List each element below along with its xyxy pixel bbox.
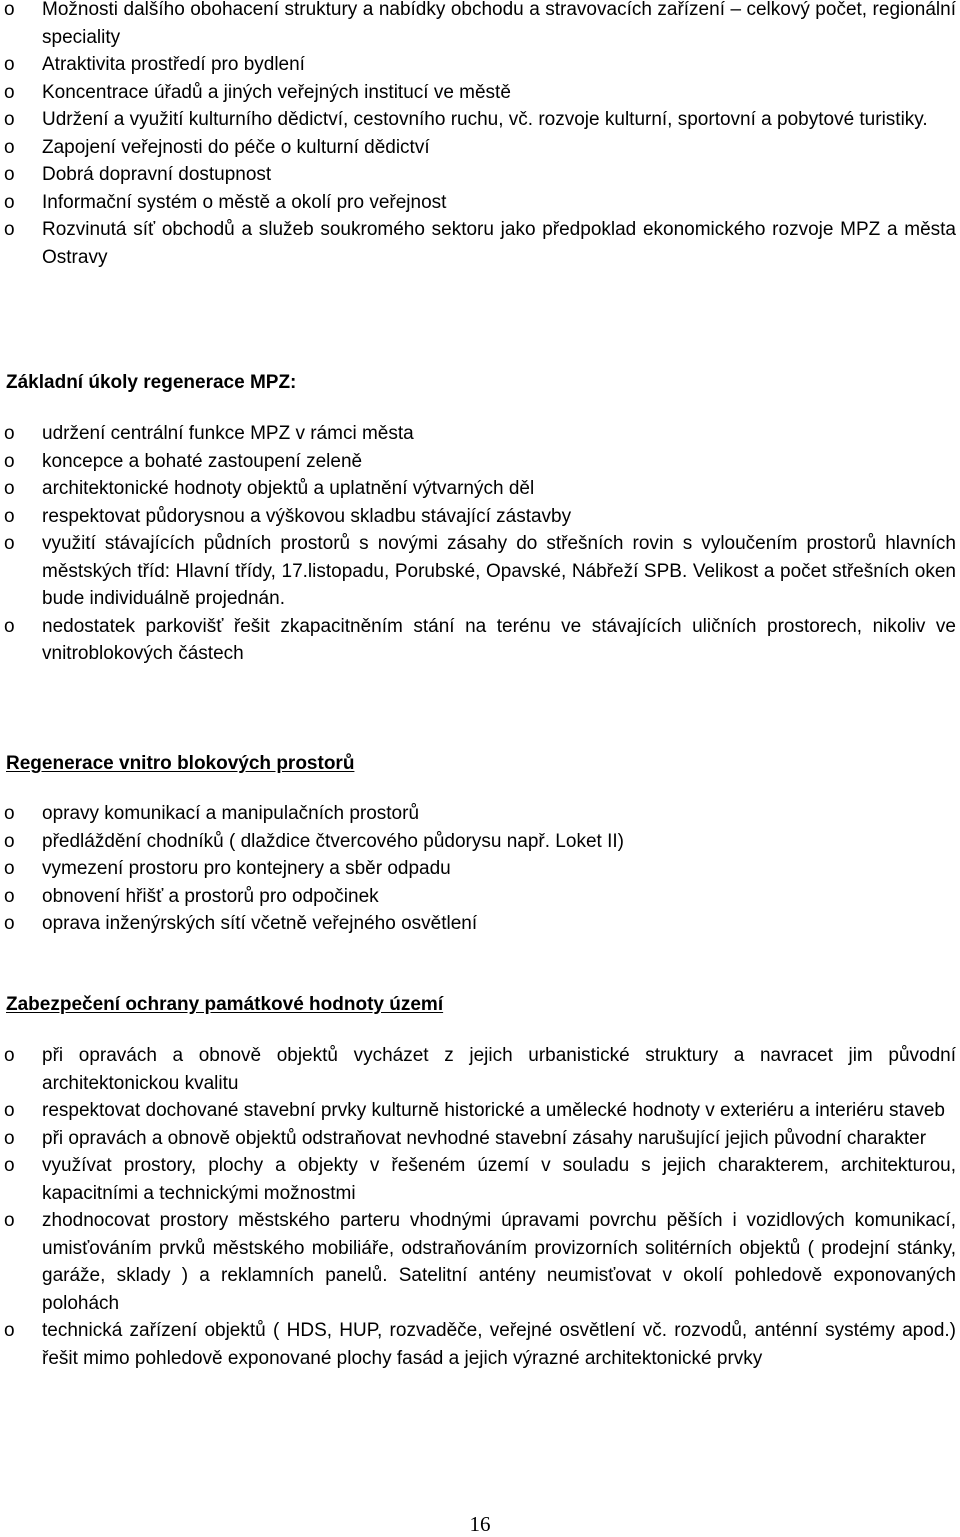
list-item	[4, 1125, 956, 1153]
bullet-marker: o	[4, 1127, 15, 1149]
list-item	[4, 1317, 956, 1372]
list-item-text: předláždění chodníků ( dlaždice čtvercového půdorysu např. Loket II)	[42, 830, 624, 852]
list-item-text: vymezení prostoru pro kontejnery a sběr odpadu	[42, 858, 451, 879]
heading-basic-tasks: Základní úkoly regenerace MPZ:	[6, 372, 297, 393]
list-item-text: Možnosti dalšího obohacení struktury a nabídky obchodu a stravovacích zařízení – celkový počet, regionální speciality	[42, 0, 956, 48]
list-item	[4, 855, 956, 883]
list-item	[4, 613, 956, 668]
bullet-marker: o	[4, 885, 15, 907]
list-item-text: při opravách a obnově objektů odstraňovat nevhodné stavební zásahy narušující jejich původní charakter	[42, 1127, 927, 1149]
bullet-marker: o	[4, 858, 15, 879]
heading-inner-block-regeneration: Regenerace vnitro blokových prostorů	[6, 753, 355, 774]
bullet-marker: o	[4, 1320, 15, 1341]
list-item-text: technická zařízení objektů ( HDS, HUP, rozvaděče, veřejné osvětlení vč. rozvodů, anténní systémy apod.) řešit mimo pohledově exponované plochy fasád a jejich výrazné architektonické prvky	[42, 1320, 956, 1369]
list-item-text: udržení centrální funkce MPZ v rámci města	[42, 423, 414, 444]
bullet-marker: o	[4, 191, 15, 213]
list-item	[4, 79, 956, 107]
list-item	[4, 828, 956, 856]
list-item-text: Informační systém o městě a okolí pro veřejnost	[42, 191, 447, 213]
list-item-text: Udržení a využití kulturního dědictví, cestovního ruchu, vč. rozvoje kulturní, sportovní a pobytové turistiky.	[42, 109, 928, 130]
list-item	[4, 475, 956, 503]
list-item-text: využití stávajících půdních prostorů s novými zásahy do střešních rovin s vyloučením prostorů hlavních městských tříd: Hlavní třídy, 17.listopadu, Porubské, Opavské, Nábřeží SPB. Velikost a počet střešních oken bude individuálně projednán.	[42, 533, 956, 609]
list-item	[4, 106, 956, 134]
bullet-marker: o	[4, 1045, 15, 1066]
list-item-text: Koncentrace úřadů a jiných veřejných institucí ve městě	[42, 81, 511, 103]
list-item	[4, 51, 956, 79]
list-item	[4, 1042, 956, 1097]
bullet-marker: o	[4, 830, 15, 852]
list-item	[4, 530, 956, 613]
list-item	[4, 883, 956, 911]
list-item	[4, 161, 956, 189]
bullet-marker: o	[4, 615, 15, 637]
bullet-marker: o	[4, 1100, 15, 1121]
bullet-list-inner-block	[4, 800, 956, 938]
bullet-marker: o	[4, 164, 15, 185]
bullet-marker: o	[4, 913, 15, 934]
bullet-marker: o	[4, 423, 15, 444]
bullet-marker: o	[4, 533, 15, 554]
list-item-text: Dobrá dopravní dostupnost	[42, 164, 272, 185]
list-item	[4, 448, 956, 476]
list-item-text: oprava inženýrských sítí včetně veřejného osvětlení	[42, 913, 478, 934]
list-item-text: respektovat půdorysnou a výškovou skladbu stávající zástavby	[42, 505, 572, 527]
bullet-marker: o	[4, 1155, 15, 1176]
list-item-text: při opravách a obnově objektů vycházet z jejich urbanistické struktury a navracet jim původní architektonickou kvalitu	[42, 1045, 956, 1094]
page-number: 16	[469, 1512, 491, 1536]
bullet-marker: o	[4, 109, 15, 130]
list-item-text: Rozvinutá síť obchodů a služeb soukromého sektoru jako předpoklad ekonomického rozvoje MPZ a města Ostravy	[42, 219, 956, 268]
bullet-marker: o	[4, 478, 15, 499]
bullet-marker: o	[4, 450, 15, 472]
list-item-text: zhodnocovat prostory městského parteru vhodnými úpravami povrchu pěších i vozidlových komunikací, umisťováním prvků městského mobiliáře, odstraňováním provizorních solitérních objektů ( prodejní stánky, garáže, sklady ) a reklamních panelů. Satelitní antény neumisťovat v okolí pohledově exponovaných polohách	[42, 1210, 956, 1314]
list-item-text: respektovat dochované stavební prvky kulturně historické a umělecké hodnoty v exteriéru a interiéru staveb	[42, 1100, 945, 1121]
heading-heritage-protection: Zabezpečení ochrany památkové hodnoty území	[6, 994, 444, 1015]
bullet-marker: o	[4, 803, 15, 824]
list-item	[4, 1207, 956, 1317]
list-item-text: využívat prostory, plochy a objekty v řešeném území v souladu s jejich charakterem, architekturou, kapacitními a technickými možnostmi	[42, 1155, 956, 1204]
list-item	[4, 910, 956, 938]
bullet-marker: o	[4, 54, 15, 75]
bullet-marker: o	[4, 1210, 15, 1231]
list-item-text: architektonické hodnoty objektů a uplatnění výtvarných děl	[42, 478, 535, 499]
bullet-list-opportunities	[4, 0, 956, 271]
bullet-marker: o	[4, 219, 15, 240]
list-item-text: obnovení hřišť a prostorů pro odpočinek	[42, 885, 379, 907]
list-item-text: Zapojení veřejnosti do péče o kulturní dědictví	[42, 136, 430, 158]
list-item-text: Atraktivita prostředí pro bydlení	[42, 54, 305, 75]
list-item	[4, 134, 956, 162]
list-item-text: nedostatek parkovišť řešit zkapacitněním stání na terénu ve stávajících uličních prostorech, nikoliv ve vnitroblokových částech	[42, 615, 956, 664]
list-item	[4, 216, 956, 271]
list-item	[4, 503, 956, 531]
bullet-marker: o	[4, 505, 15, 527]
list-item	[4, 0, 956, 51]
list-item-text: koncepce a bohaté zastoupení zeleně	[42, 450, 363, 472]
bullet-list-basic-tasks	[4, 420, 956, 668]
bullet-marker: o	[4, 81, 15, 103]
bullet-marker: o	[4, 136, 15, 158]
list-item	[4, 1152, 956, 1207]
list-item	[4, 420, 956, 448]
list-item	[4, 800, 956, 828]
bullet-list-heritage-protection	[4, 1042, 956, 1372]
list-item	[4, 1097, 956, 1125]
list-item	[4, 189, 956, 217]
bullet-marker: o	[4, 0, 15, 20]
list-item-text: opravy komunikací a manipulačních prostorů	[42, 803, 420, 824]
